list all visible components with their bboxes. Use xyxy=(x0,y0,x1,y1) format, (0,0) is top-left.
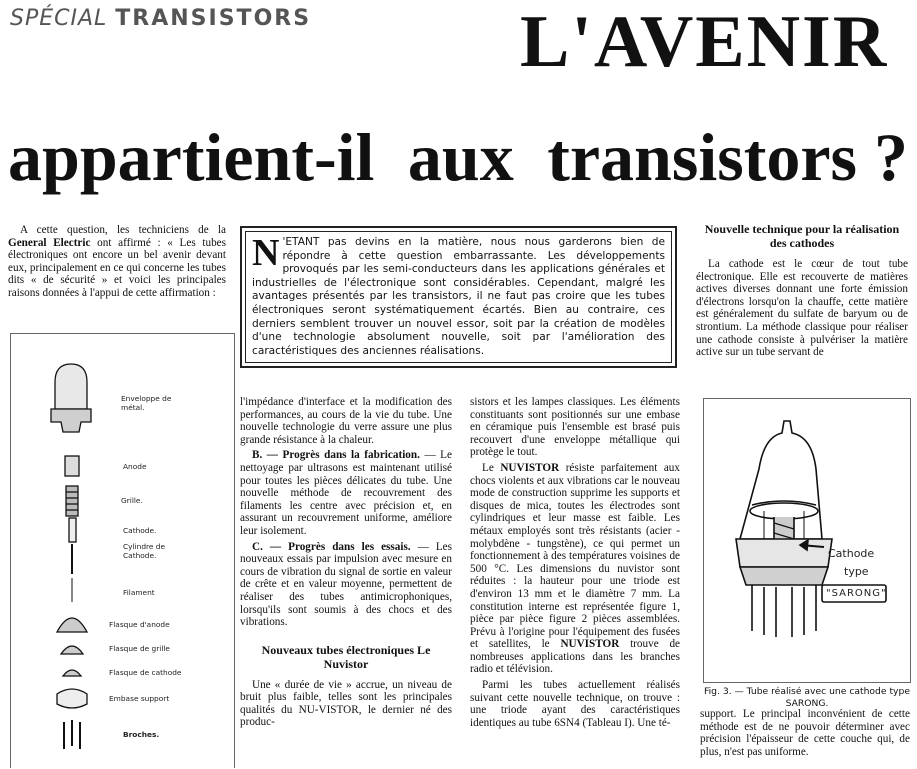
figure-exploded-nuvistor xyxy=(10,333,235,768)
col2-text-c: — Les nouveaux essais par impulsion avec mesure en cours de vibration du signal de sortie en valeur de crête et en valeur moyenne, permettent de réaliser des tubes antimicrophoniques, lorsqu'ils sont soumis à des chocs et des vibrations. xyxy=(240,540,452,629)
intro-paragraph xyxy=(8,224,226,300)
anode-flange-shape xyxy=(57,618,87,632)
col2-nuvistor-paragraph: Une « durée de vie » accrue, un niveau de bruit plus faible, telles sont les principales qualités du NU-VISTOR, le dernier né des produc- xyxy=(240,678,452,729)
label-filament: Filament xyxy=(123,588,155,597)
intro-company: General Electric xyxy=(8,236,91,249)
col3-text-e: trouve de nombreuses applications dans les branches radio et télévision. xyxy=(470,638,680,676)
grid-shape xyxy=(66,486,78,516)
col4-subhead: Nouvelle technique pour la réalisation des cathodes xyxy=(704,222,900,250)
label-envelope: Enveloppe de métal. xyxy=(121,394,172,412)
label-grid-flange: Flasque de grille xyxy=(109,644,170,653)
col2-text-b: — Le nettoyage par ultrasons est maintenant utilisé pour toutes les pièces délicates du tube. Une nouvelle méthode de recouvrement des filaments les centre avec précision et, en assurant un recouvrement uniforme, améliore leur isolement. xyxy=(240,449,452,537)
envelope-shape xyxy=(55,364,87,409)
headline-line-2 xyxy=(8,118,908,197)
col3-paragraph-1: sistors et les lampes classiques. Les éléments constituants sont positionnés sur une embase en céramique puis l'ensemble est brasé puis recouvert d'une enveloppe métallique qui protège le tout. xyxy=(470,396,680,459)
intro-text-c: ont affirmé : « Les tubes électroniques ont encore un bel avenir devant eux, principalement en ce qui concerne les tubes dits « de sécurité » et voici les principales raisons données à l'appui de cette affirmation : xyxy=(8,236,226,299)
headline-line-1: L'AVENIR xyxy=(520,1,889,83)
col2-paragraph-1: l'impédance d'interface et la modification des performances, au cours de la vie du tube. Une nouvelle technologie du verre assure une plus grande résistance à la chaleur. xyxy=(240,396,452,446)
fig3-caption: Fig. 3. — Tube réalisé avec une cathode type SARONG. xyxy=(704,686,910,709)
sarong-tube-drawing xyxy=(704,399,912,684)
kicker-bold: TRANSISTORS xyxy=(115,6,312,31)
label-pins: Broches. xyxy=(123,730,160,739)
column-3 xyxy=(470,396,680,732)
editorial-text: 'ETANT pas devins en la matière, nous nous garderons bien de répondre à cette question embarrassante. Les développements provoqués par les semi-conducteurs dans les applications générales et industrielles de l'électronique sont considérables. Cependant, malgré les avantages présentés par les transistors, il ne faut pas croire que les tubes électroniques seront systématiquement écartés. Bien au contraire, ces derniers semblent trouver un nouvel essor, soit par la création de modèles d'une technologie absolument nouvelle, soit par l'amélioration des caractéristiques des anciennes réalisations. xyxy=(252,236,665,357)
label-anode: Anode xyxy=(123,462,147,471)
col4-paragraph-2: support. Le principal inconvénient de cette méthode est de ne pouvoir déterminer avec précision l'épaisseur de cette couche qui, de plus, n'est pas uniforme. xyxy=(700,708,910,758)
fig3-label-cathode: Cathode xyxy=(828,547,875,560)
label-cathode-cylinder: Cylindre de Cathode. xyxy=(123,542,166,560)
col3-text-a: Le xyxy=(482,461,501,474)
kicker-italic: SPÉCIAL xyxy=(10,6,108,31)
label-anode-flange: Flasque d'anode xyxy=(109,620,170,629)
base-support-shape xyxy=(57,689,87,708)
drop-cap: N xyxy=(252,232,280,274)
col3-text-c: résiste parfaitement aux chocs violents et aux vibrations car le nouveau mode de construction supprime les supports et disques de mica, toutes les électrodes sont cylindriques et leur masse est faible. Les métaux employés sont très résistants (acier - molybdène - tungstène), ce qui permet un fonctionnement à des températures voisines de 500 °C. Les dimensions du nuvistor sont réduites : la hauteur pour une triode est d'environ 13 mm et le diamètre 7 mm. La constitution interne est représentée figure 1, pièce par pièce figure 2 pièces assemblées. Prévu à l'origine pour l'équipement des fusées et satellites, le xyxy=(470,461,680,651)
col2-heading-b: B. — Progrès dans la fabrication. xyxy=(252,449,420,462)
label-cathode: Cathode. xyxy=(123,526,157,535)
col2-subhead: Nouveaux tubes électroniques Le Nuvistor xyxy=(261,642,431,671)
headline-word-2: aux xyxy=(407,119,514,195)
section-kicker xyxy=(10,6,311,31)
headline-word-3: transistors ? xyxy=(547,119,908,195)
label-base-support: Embase support xyxy=(109,694,170,703)
headline-word-1: appartient-il xyxy=(8,119,375,195)
column-4-continued xyxy=(700,708,910,761)
label-cathode-flange: Flasque de cathode xyxy=(109,668,182,677)
col2-heading-c: C. — Progrès dans les essais. xyxy=(252,540,411,553)
label-grid: Grille. xyxy=(121,496,143,505)
intro-text-a: A cette question, les techniciens de la xyxy=(20,224,226,236)
intro-column xyxy=(8,224,226,303)
fig3-label-sarong: "SARONG" xyxy=(826,588,887,599)
col3-nuvistor-1: NUVISTOR xyxy=(500,461,560,474)
col3-nuvistor-2: NUVISTOR xyxy=(560,638,620,651)
editorial-box xyxy=(240,226,677,368)
cathode-shape xyxy=(69,518,76,542)
col3-paragraph-2 xyxy=(470,462,680,676)
column-2 xyxy=(240,396,452,732)
col2-paragraph-b xyxy=(240,449,452,537)
col3-paragraph-3: Parmi les tubes actuellement réalisés suivant cette nouvelle technique, on trouve : une triode ayant des caractéristiques identiques au tube 6SN4 (Tableau I). Une té- xyxy=(470,679,680,729)
anode-shape xyxy=(65,456,79,476)
col4-paragraph-1: La cathode est le cœur de tout tube électronique. Elle est recouverte de matières actives diverses donnant une forte émission d'électrons lorsqu'on la chauffe, cette matière est généralement du sulfate de baryum ou de strontium. La méthode classique pour réaliser une cathode consiste à pulvériser la matière active sur un tube servant de xyxy=(696,258,908,359)
figure-sarong-tube xyxy=(703,398,911,683)
column-4 xyxy=(696,220,908,362)
editorial-box-inner xyxy=(245,231,672,363)
fig3-label-type: type xyxy=(844,565,869,578)
col2-paragraph-c xyxy=(240,541,452,629)
